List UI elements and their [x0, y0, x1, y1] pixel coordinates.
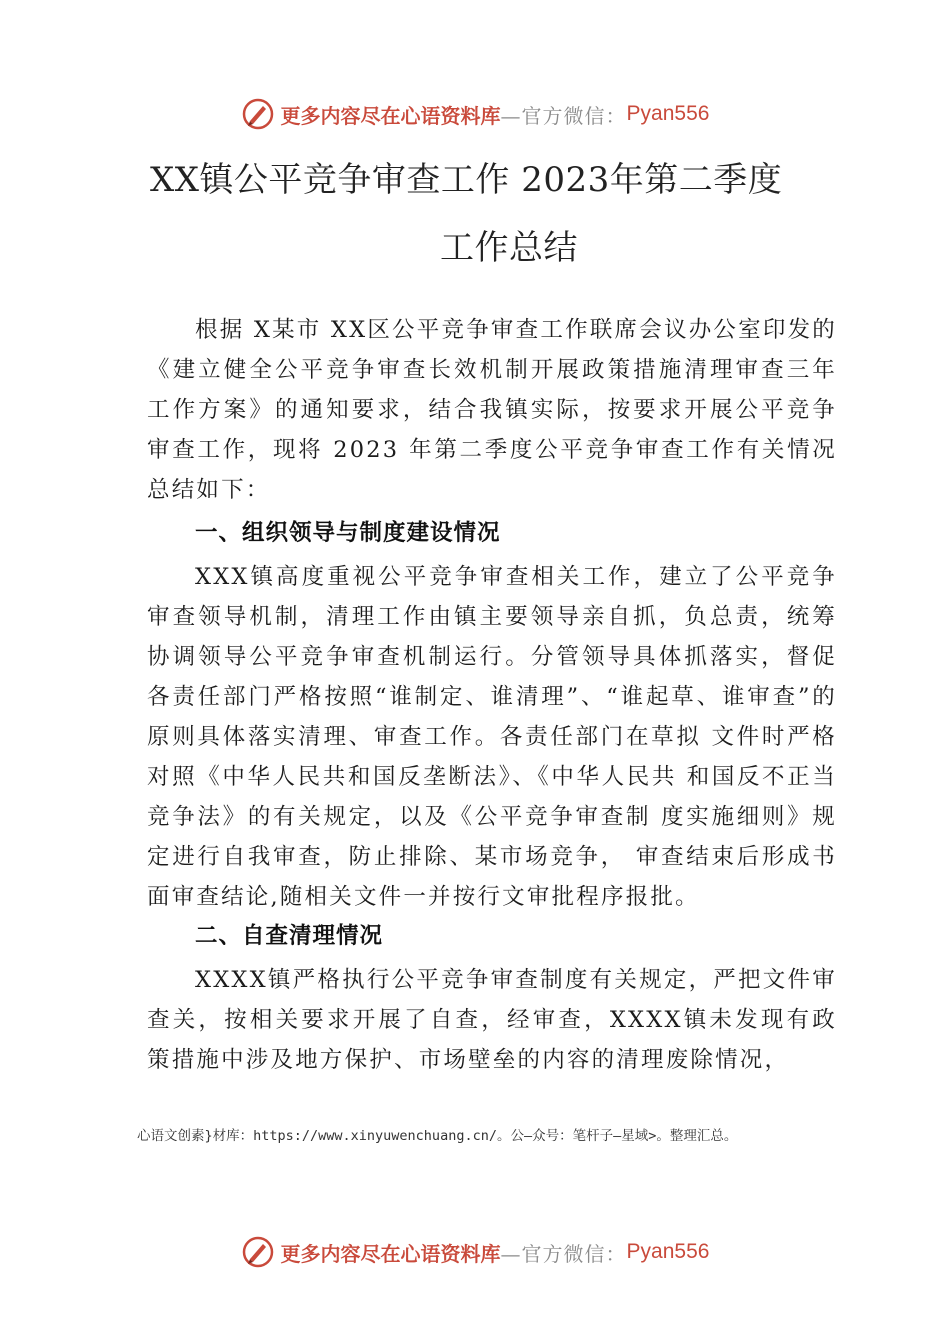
section2-text: XXXX镇严格执行公平竞争审查制度有关规定，严把文件审查关，按相关要求开展了自查，经审查，XXXX镇未发现有政策措施中涉及地方保护、市场壁垒的内容的清理废除情况，	[147, 967, 837, 1073]
section1-heading: 一、组织领导与制度建设情况	[195, 520, 501, 546]
banner-wechat-label: —官方微信：	[500, 1241, 627, 1266]
top-watermark-banner	[0, 94, 950, 134]
document-title-line2: 工作总结	[440, 228, 578, 268]
source-footnote: 心语文创素}材库：https://www.xinyuwenchuang.cn/。公—众号：笔杆子—星域>。整理汇总。	[137, 1128, 738, 1144]
intro-paragraph	[147, 310, 837, 510]
banner-wechat-id: Pyan556	[626, 1240, 710, 1263]
banner-wechat-id: Pyan556	[626, 102, 710, 125]
banner-title: 更多内容尽在心语资料库	[280, 103, 501, 128]
pen-logo-icon	[241, 97, 275, 131]
section2-heading: 二、自查清理情况	[195, 923, 384, 949]
pen-logo-icon	[241, 1235, 275, 1269]
bottom-watermark-banner	[0, 1232, 950, 1272]
intro-text: 根据 X某市 XX区公平竞争审查工作联席会议办公室印发的《建立健全公平竞争审查长效机制开展政策措施清理审查三年工作方案》的通知要求，结合我镇实际，按要求开展公平竞争审查工作，现将 2023 年第二季度公平竞争审查工作有关情况总结如下：	[147, 317, 837, 503]
banner-wechat-label: —官方微信：	[500, 103, 627, 128]
section2-paragraph	[147, 960, 837, 1080]
section1-text: XXX镇高度重视公平竞争审查相关工作，建立了公平竞争审查领导机制，清理工作由镇主要领导亲自抓，负总责，统筹协调领导公平竞争审查机制运行。分管领导具体抓落实，督促各责任部门严格按照“谁制定、谁清理”、“谁起草、谁审查”的原则具体落实清理、审查工作。各责任部门在草拟 文件时严格对照《中华人民共和国反垄断法》、《中华人民共 和国反不正当竞争法》的有关规定，以及《公平竞争审查制 度实施细则》规定进行自我审查，防止排除、某市场竞争， 审查结束后形成书面审查结论,随相关文件一并按行文审批程序报批。	[147, 564, 837, 910]
banner-title: 更多内容尽在心语资料库	[280, 1241, 501, 1266]
section1-paragraph	[147, 557, 837, 917]
document-title-line1: XX镇公平竞争审查工作 2023年第二季度	[150, 160, 783, 200]
